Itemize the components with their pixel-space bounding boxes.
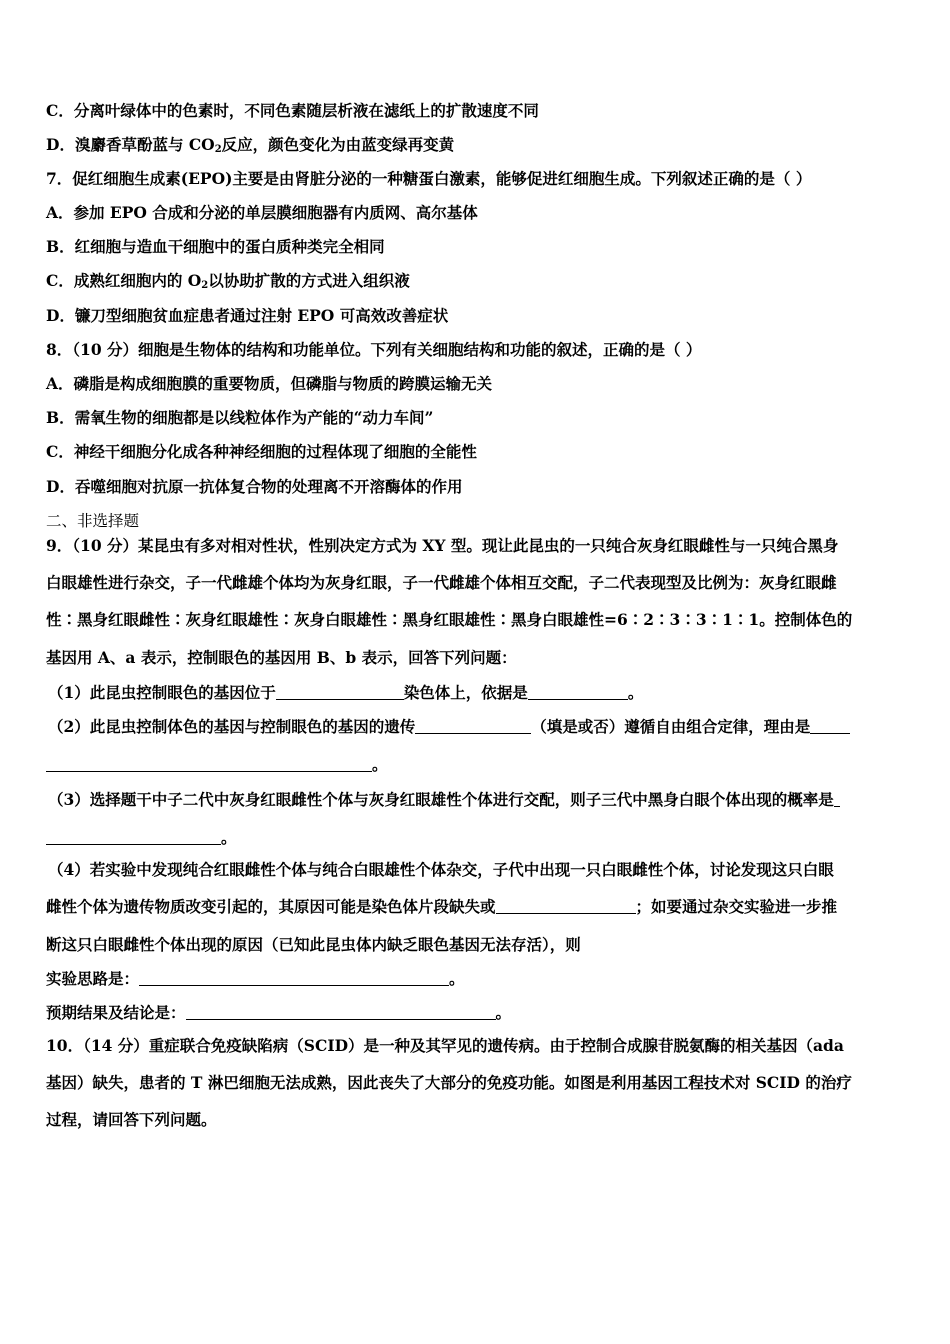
section-heading: 二、非选择题: [46, 512, 140, 530]
q9-part-2: [48, 717, 908, 737]
q8-option-c: C．神经干细胞分化成各种神经细胞的过程体现了细胞的全能性: [46, 442, 477, 461]
answer-blank[interactable]: [186, 1005, 496, 1020]
q9-line-4: 基因用 A、a 表示，控制眼色的基因用 B、b 表示，回答下列问题：: [46, 648, 517, 667]
q8-option-b: B．需氧生物的细胞都是以线粒体作为产能的“动力车间”: [46, 408, 434, 427]
q6-option-d: [46, 135, 906, 155]
q9-part-3-text: （3）选择题干中子二代中灰身红眼雌性个体与灰身红眼雄性个体进行交配，则子三代中黑身白眼个体出现的概率是: [48, 790, 834, 809]
q10-line-3: 过程，请回答下列问题。: [46, 1110, 217, 1129]
q7-option-a: A．参加 EPO 合成和分泌的单层膜细胞器有内质网、高尔基体: [46, 203, 478, 222]
answer-blank[interactable]: [276, 685, 404, 700]
q9-part-1-text: （1）此昆虫控制眼色的基因位于: [48, 683, 276, 702]
q9-part-4-line-5: [46, 1003, 906, 1023]
q9-part-2-end: 。: [372, 755, 388, 774]
q9-part-3-end: 。: [221, 828, 237, 847]
q9-part-2-text-2: （填是或否）遵循自由组合定律，理由是: [531, 717, 811, 736]
q9-part-4-line-3: 断这只白眼雌性个体出现的原因（已知此昆虫体内缺乏眼色基因无法存活），则: [46, 935, 581, 954]
q9-part-4-line-4: [46, 969, 906, 989]
q10-line-2: 基因）缺失，患者的 T 淋巴细胞无法成熟，因此丧失了大部分的免疫功能。如图是利用基因工程技术对 SCID 的治疗: [46, 1073, 852, 1092]
q7-option-c-text: C．成熟红细胞内的 O: [46, 271, 202, 290]
answer-blank[interactable]: [46, 830, 221, 845]
q9-part-1-text-2: 染色体上，依据是: [403, 683, 528, 702]
q9-part-4-line-1: （4）若实验中发现纯合红眼雌性个体与纯合白眼雄性个体杂交，子代中出现一只白眼雌性个体，讨论发现这只白眼: [48, 860, 834, 879]
q9-part-4-end-2: 。: [495, 1003, 512, 1022]
q9-line-3: 性∶黑身红眼雌性∶灰身红眼雄性∶灰身白眼雄性∶黑身红眼雄性∶黑身白眼雄性=6∶2∶3∶3∶1∶1。控制体色的: [46, 610, 853, 629]
q6-option-c: C．分离叶绿体中的色素时，不同色素随层析液在滤纸上的扩散速度不同: [46, 101, 539, 120]
q9-part-3: [48, 790, 908, 810]
q8-stem: 8．（10 分）细胞是生物体的结构和功能单位。下列有关细胞结构和功能的叙述，正确的是（ ）: [46, 340, 702, 359]
answer-blank[interactable]: [415, 719, 531, 734]
q9-part-1: [48, 683, 908, 703]
q7-option-c-text-end: 以协助扩散的方式进入组织液: [208, 271, 410, 290]
q9-line-2: 白眼雄性进行杂交，子一代雌雄个体均为灰身红眼，子一代雌雄个体相互交配，子二代表现型及比例为：灰身红眼雌: [46, 573, 837, 592]
q6-option-d-subscript: 2: [214, 144, 222, 155]
expected-result-label: 预期结果及结论是：: [46, 1003, 186, 1022]
q6-option-d-text-end: 反应，颜色变化为由蓝变绿再变黄: [221, 135, 455, 154]
q9-part-4-end: 。: [449, 969, 465, 988]
q9-part-2-text: （2）此昆虫控制体色的基因与控制眼色的基因的遗传: [48, 717, 416, 736]
answer-blank[interactable]: [528, 685, 628, 700]
answer-blank[interactable]: [834, 792, 840, 807]
q9-part-3-cont: [46, 828, 906, 848]
q8-option-d: D．吞噬细胞对抗原一抗体复合物的处理离不开溶酶体的作用: [46, 477, 463, 496]
q7-option-c-subscript: 2: [201, 280, 209, 291]
q9-part-1-end: 。: [627, 683, 644, 702]
q9-part-4-line-2: [46, 897, 906, 917]
experiment-idea-label: 实验思路是：: [46, 969, 140, 988]
q7-option-c: [46, 271, 906, 291]
q9-part-4-text-2: ；如要通过杂交实验进一步推: [635, 897, 838, 916]
q10-line-1: 10．（14 分）重症联合免疫缺陷病（SCID）是一种及其罕见的遗传病。由于控制合成腺苷脱氨酶的相关基因（ada: [46, 1036, 844, 1055]
q6-option-d-text: D．溴麝香草酚蓝与 CO: [46, 135, 215, 154]
q9-line-1: 9．（10 分）某昆虫有多对相对性状，性别决定方式为 XY 型。现让此昆虫的一只纯合灰身红眼雌性与一只纯合黑身: [46, 536, 839, 555]
q8-option-a: A．磷脂是构成细胞膜的重要物质，但磷脂与物质的跨膜运输无关: [46, 374, 493, 393]
answer-blank[interactable]: [46, 757, 372, 772]
q9-part-4-text: 雌性个体为遗传物质改变引起的，其原因可能是染色体片段缺失或: [46, 897, 496, 916]
answer-blank[interactable]: [139, 971, 449, 986]
answer-blank[interactable]: [496, 899, 636, 914]
answer-blank[interactable]: [810, 719, 850, 734]
q7-option-d: D．镰刀型细胞贫血症患者通过注射 EPO 可高效改善症状: [46, 306, 449, 325]
q7-option-b: B．红细胞与造血干细胞中的蛋白质种类完全相同: [46, 237, 385, 256]
q7-stem: 7．促红细胞生成素(EPO)主要是由肾脏分泌的一种糖蛋白激素，能够促进红细胞生成。下列叙述正确的是（ ）: [46, 169, 812, 188]
q9-part-2-cont: [46, 755, 906, 775]
